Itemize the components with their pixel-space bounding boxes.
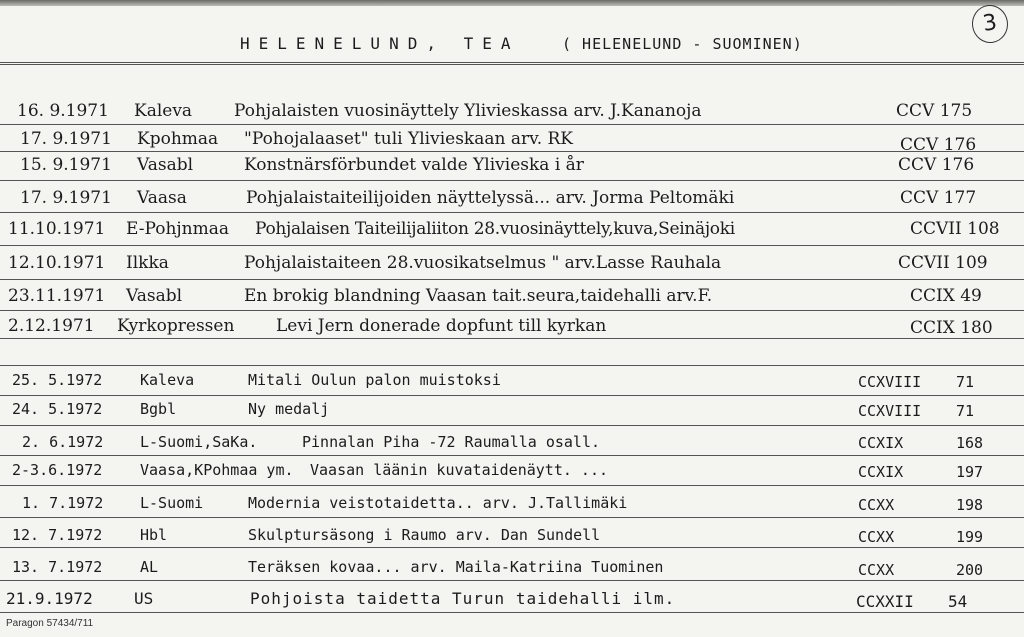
entry-ref: CCV 175	[896, 101, 973, 121]
entry-source: US	[134, 589, 154, 608]
entry-title: Mitali Oulun palon muistoksi	[248, 371, 501, 389]
entry-ref: CCXIX	[858, 463, 904, 481]
entry-date: 16. 9.1971	[17, 101, 109, 121]
page-number-circle: 3	[970, 3, 1011, 46]
entry-title: Levi Jern donerade dopfunt till kyrkan	[276, 316, 607, 336]
entry-title: Skulptursäsong i Raumo arv. Dan Sundell	[248, 526, 601, 544]
entry-ref: CCIX 180	[910, 318, 993, 338]
row-rule	[0, 547, 1024, 548]
header-rule	[0, 62, 1024, 63]
entry-ref: CCXX	[858, 496, 895, 514]
entry-source: L-Suomi,SaKa.	[140, 433, 258, 451]
entry-date: 2.12.1971	[8, 316, 95, 336]
row-rule	[0, 338, 1024, 339]
section-divider	[0, 365, 1024, 366]
entry-ref: CCV 177	[900, 188, 977, 208]
entry-date: 13. 7.1972	[12, 558, 103, 576]
artist-name: HELENELUND, TEA	[240, 34, 520, 53]
entry-source: Vasabl	[137, 155, 194, 175]
entry-title: Pohjalaisen Taiteilijaliiton 28.vuosinäyttely,kuva,Seinäjoki	[255, 219, 735, 239]
entry-title: Pohjalaisten vuosinäyttely Ylivieskassa arv. J.Kananoja	[234, 101, 702, 121]
row-rule	[0, 124, 1024, 125]
entry-ref: CCVII 108	[910, 219, 1000, 239]
entry-page: 168	[956, 434, 984, 452]
entry-title: Pinnalan Piha -72 Raumalla osall.	[302, 433, 601, 451]
entry-title: Pohjoista taidetta Turun taidehalli ilm.	[250, 589, 676, 608]
row-rule	[0, 485, 1024, 486]
entry-source: Ilkka	[126, 253, 169, 273]
entry-title: En brokig blandning Vaasan tait.seura,taidehalli arv.F.	[244, 286, 713, 306]
entry-source: Vasabl	[126, 286, 183, 306]
row-rule	[0, 245, 1024, 246]
entry-page: 198	[956, 496, 984, 514]
entry-date: 2. 6.1972	[22, 433, 104, 451]
entry-page: 200	[956, 561, 984, 579]
row-rule	[0, 395, 1024, 396]
entry-source: AL	[140, 558, 159, 576]
entry-ref: CCXVIII	[858, 402, 922, 420]
entry-date: 17. 9.1971	[20, 129, 112, 149]
row-rule	[0, 151, 1024, 152]
entry-source: Kaleva	[134, 101, 193, 121]
row-rule	[0, 455, 1024, 456]
entry-date: 15. 9.1971	[20, 155, 112, 175]
entry-page: 54	[948, 592, 968, 611]
entry-ref: CCXVIII	[858, 373, 922, 391]
entry-title: Ny medalj	[248, 400, 330, 418]
card-print-code: Paragon 57434/711	[6, 618, 94, 629]
entry-source: Kyrkopressen	[117, 316, 235, 336]
card-top-edge	[0, 0, 1024, 6]
entry-source: Hbl	[140, 526, 168, 544]
entry-source: Kaleva	[140, 371, 195, 389]
row-rule	[0, 180, 1024, 181]
artist-alt-name: ( HELENELUND - SUOMINEN)	[562, 35, 803, 53]
entry-date: 12.10.1971	[8, 253, 106, 273]
entry-ref: CCIX 49	[910, 286, 982, 306]
entry-source: E-Pohjnmaa	[126, 219, 230, 239]
row-rule	[0, 580, 1024, 581]
entry-date: 1. 7.1972	[22, 494, 104, 512]
entry-title: Pohjalaistaiteilijoiden näyttelyssä... arv. Jorma Peltomäki	[246, 188, 735, 208]
entry-ref: CCVII 109	[898, 253, 988, 273]
entry-title: Teräksen kovaa... arv. Maila-Katriina Tuominen	[248, 558, 664, 576]
entry-title: Modernia veistotaidetta.. arv. J.Tallimäki	[248, 494, 628, 512]
row-rule	[0, 310, 1024, 311]
entry-ref: CCV 176	[900, 135, 977, 155]
entry-date: 12. 7.1972	[12, 526, 103, 544]
entry-page: 197	[956, 463, 984, 481]
header-rule-double	[0, 64, 1024, 65]
entry-date: 17. 9.1971	[20, 188, 112, 208]
entry-page: 71	[956, 373, 975, 391]
row-rule	[0, 279, 1024, 280]
entry-page: 71	[956, 402, 975, 420]
row-rule	[0, 517, 1024, 518]
entry-title: Pohjalaistaiteen 28.vuosikatselmus " arv.Lasse Rauhala	[244, 253, 722, 273]
entry-ref: CCXX	[858, 561, 895, 579]
entry-ref: CCXXII	[856, 592, 914, 611]
entry-ref: CCV 176	[898, 155, 975, 175]
entry-date: 23.11.1971	[8, 286, 106, 306]
row-rule	[0, 212, 1024, 213]
row-rule	[0, 425, 1024, 426]
entry-source: Kpohmaa	[137, 129, 219, 149]
row-rule	[0, 612, 1024, 613]
entry-ref: CCXX	[858, 528, 895, 546]
entry-date: 21.9.1972	[6, 589, 93, 608]
entry-title: Vaasan läänin kuvataidenäytt. ...	[310, 461, 609, 479]
entry-title: Konstnärsförbundet valde Ylivieska i år	[244, 155, 584, 175]
entry-source: Bgbl	[140, 400, 177, 418]
entry-date: 24. 5.1972	[12, 400, 103, 418]
entry-date: 25. 5.1972	[12, 371, 103, 389]
entry-date: 2-3.6.1972	[12, 461, 103, 479]
entry-page: 199	[956, 528, 984, 546]
entry-source: Vaasa,KPohmaa ym.	[140, 461, 294, 479]
entry-source: Vaasa	[137, 188, 187, 208]
entry-title: "Pohojalaaset" tuli Ylivieskaan arv. RK	[244, 129, 574, 149]
entry-date: 11.10.1971	[8, 219, 106, 239]
entry-ref: CCXIX	[858, 434, 904, 452]
entry-source: L-Suomi	[140, 494, 204, 512]
